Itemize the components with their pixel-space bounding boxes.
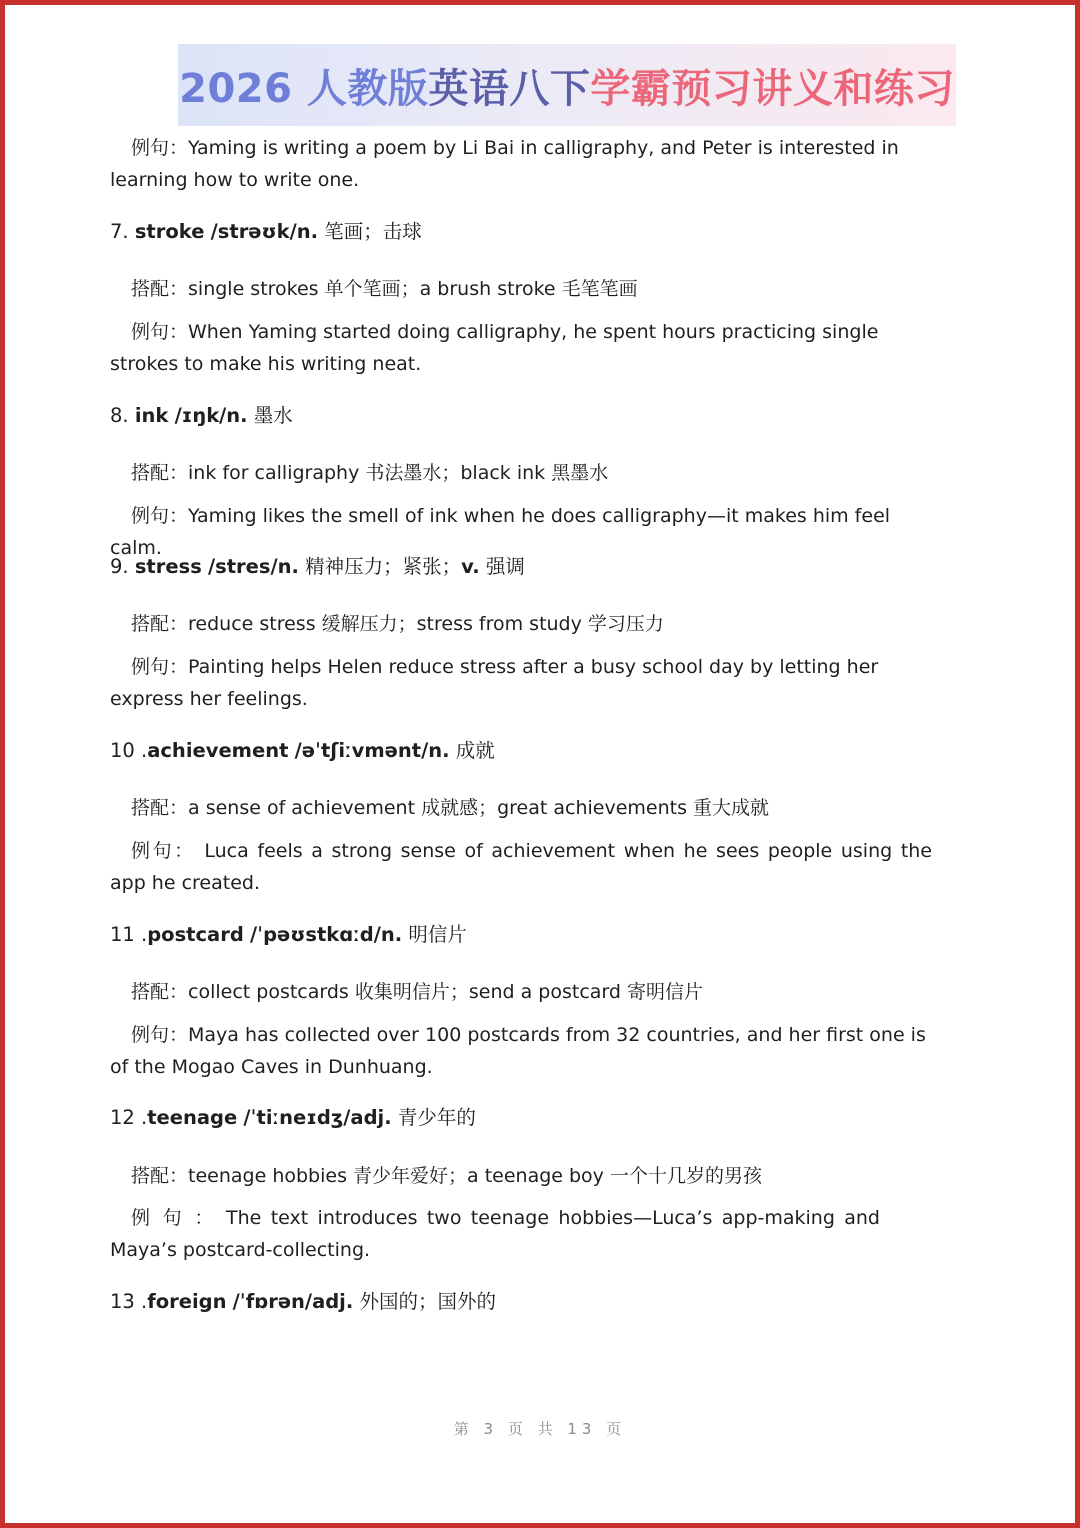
entry-headline [110, 1102, 932, 1134]
collocation-stress [110, 608, 932, 640]
example-text: When Yaming started doing calligraphy, he spent hours practicing single strokes to make his writing neat. [110, 321, 879, 375]
example-label: 例句： [131, 656, 189, 678]
intro-example [110, 132, 932, 196]
collocation-teenage [110, 1160, 932, 1192]
entry-pos: adj. [350, 1106, 392, 1129]
title-part-3: 学霸预习讲义和练习 [590, 65, 955, 112]
title-banner [178, 44, 956, 126]
entry-headline [110, 919, 932, 951]
example-stroke [110, 316, 932, 380]
example-text: Yaming likes the smell of ink when he does calligraphy—it makes him feel calm. [110, 505, 891, 559]
entry-number: 10 . [110, 739, 148, 762]
entry-number: 8. [110, 404, 129, 427]
example-achievement [110, 835, 932, 899]
collocation-label: 搭配： [131, 278, 189, 300]
entry-meaning: 青少年的 [397, 1106, 476, 1129]
example-text: Yaming is writing a poem by Li Bai in calligraphy, and Peter is interested in learning how to write one. [110, 137, 899, 191]
collocation-label: 搭配： [131, 462, 189, 484]
entry-number: 12 . [110, 1106, 148, 1129]
entry-headline [110, 1286, 932, 1318]
collocation-label: 搭配： [131, 613, 189, 635]
entry-pos-2: v. [461, 555, 480, 578]
vocab-entry-postcard [110, 919, 932, 951]
entry-meaning: 成就 [455, 739, 495, 762]
title-part-2: 英语八下 [428, 65, 591, 112]
entry-number: 11 . [110, 923, 148, 946]
collocation-achievement [110, 792, 932, 824]
entry-word: stress [134, 555, 202, 578]
collocation-text: collect postcards 收集明信片；send a postcard 寄明信片 [188, 981, 703, 1003]
vocab-entry-ink [110, 400, 932, 432]
entry-pos: n. [380, 923, 403, 946]
entry-meaning: 外国的；国外的 [359, 1290, 496, 1313]
collocation-text: reduce stress 缓解压力；stress from study 学习压力 [188, 613, 664, 635]
entry-pos: adj. [312, 1290, 354, 1313]
collocation-postcard [110, 976, 932, 1008]
entry-pos: n. [296, 220, 318, 243]
example-text: Luca feels a strong sense of achievement when he sees people using the app he created. [110, 840, 932, 894]
entry-meaning: 精神压力；紧张； [305, 555, 462, 578]
collocation-ink [110, 457, 932, 489]
example-label: 例句： [131, 321, 189, 343]
vocab-entry-teenage [110, 1102, 932, 1134]
entry-phonetic: /ˈfɒrən/ [232, 1290, 313, 1313]
entry-headline [110, 216, 932, 248]
collocation-text: a sense of achievement 成就感；great achievements 重大成就 [188, 797, 770, 819]
title-part-1: 2026 人教版 [179, 65, 429, 112]
vocab-entry-foreign [110, 1286, 932, 1318]
entry-meaning-2: 强调 [485, 555, 525, 578]
entry-phonetic: /stres/ [208, 555, 278, 578]
vocab-entry-stroke [110, 216, 932, 248]
example-label: 例句： [131, 137, 189, 159]
entry-number: 13 . [110, 1290, 148, 1313]
example-label: 例句： [131, 840, 196, 862]
entry-headline [110, 551, 932, 583]
collocation-label: 搭配： [131, 797, 189, 819]
collocation-text: ink for calligraphy 书法墨水；black ink 黑墨水 [188, 462, 609, 484]
example-postcard [110, 1019, 932, 1083]
example-text: The text introduces two teenage hobbies—Luca’s app-making and Maya’s postcard-collecting. [110, 1207, 880, 1261]
entry-phonetic: /ɪŋk/ [174, 404, 227, 427]
entry-word: postcard [147, 923, 244, 946]
entry-number: 9. [110, 555, 129, 578]
entry-pos: n. [277, 555, 299, 578]
entry-pos: n. [226, 404, 248, 427]
entry-word: teenage [147, 1106, 238, 1129]
vocab-entry-achievement [110, 735, 932, 767]
entry-word: foreign [147, 1290, 227, 1313]
entry-number: 7. [110, 220, 129, 243]
entry-meaning: 笔画；击球 [324, 220, 422, 243]
entry-word: achievement [147, 739, 289, 762]
entry-headline [110, 400, 932, 432]
example-label: 例句： [131, 505, 189, 527]
entry-word: ink [134, 404, 169, 427]
example-stress [110, 651, 932, 715]
entry-word: stroke [134, 220, 205, 243]
entry-phonetic: /strəʊk/ [210, 220, 297, 243]
entry-meaning: 墨水 [253, 404, 293, 427]
collocation-stroke [110, 273, 932, 305]
collocation-label: 搭配： [131, 1165, 189, 1187]
example-text: Maya has collected over 100 postcards from 32 countries, and her first one is of the Mogao Caves in Dunhuang. [110, 1024, 926, 1078]
page-title [179, 57, 955, 114]
example-text: Painting helps Helen reduce stress after a busy school day by letting her express her feelings. [110, 656, 879, 710]
entry-phonetic: /ˈpəʊstkɑːd/ [250, 923, 381, 946]
collocation-label: 搭配： [131, 981, 189, 1003]
example-label: 例句： [131, 1024, 189, 1046]
entry-meaning: 明信片 [408, 923, 467, 946]
page-number: 第 3 页 共 13 页 [453, 1420, 627, 1438]
entry-phonetic: /əˈtʃiːvmənt/ [294, 739, 429, 762]
collocation-text: single strokes 单个笔画；a brush stroke 毛笔笔画 [188, 278, 638, 300]
vocab-entry-stress [110, 551, 932, 583]
entry-phonetic: /ˈtiːneɪdʒ/ [243, 1106, 351, 1129]
example-teenage [110, 1202, 880, 1266]
example-label: 例 句 ： [131, 1207, 217, 1229]
entry-headline [110, 735, 932, 767]
entry-pos: n. [428, 739, 450, 762]
collocation-text: teenage hobbies 青少年爱好；a teenage boy 一个十几岁的男孩 [188, 1165, 762, 1187]
